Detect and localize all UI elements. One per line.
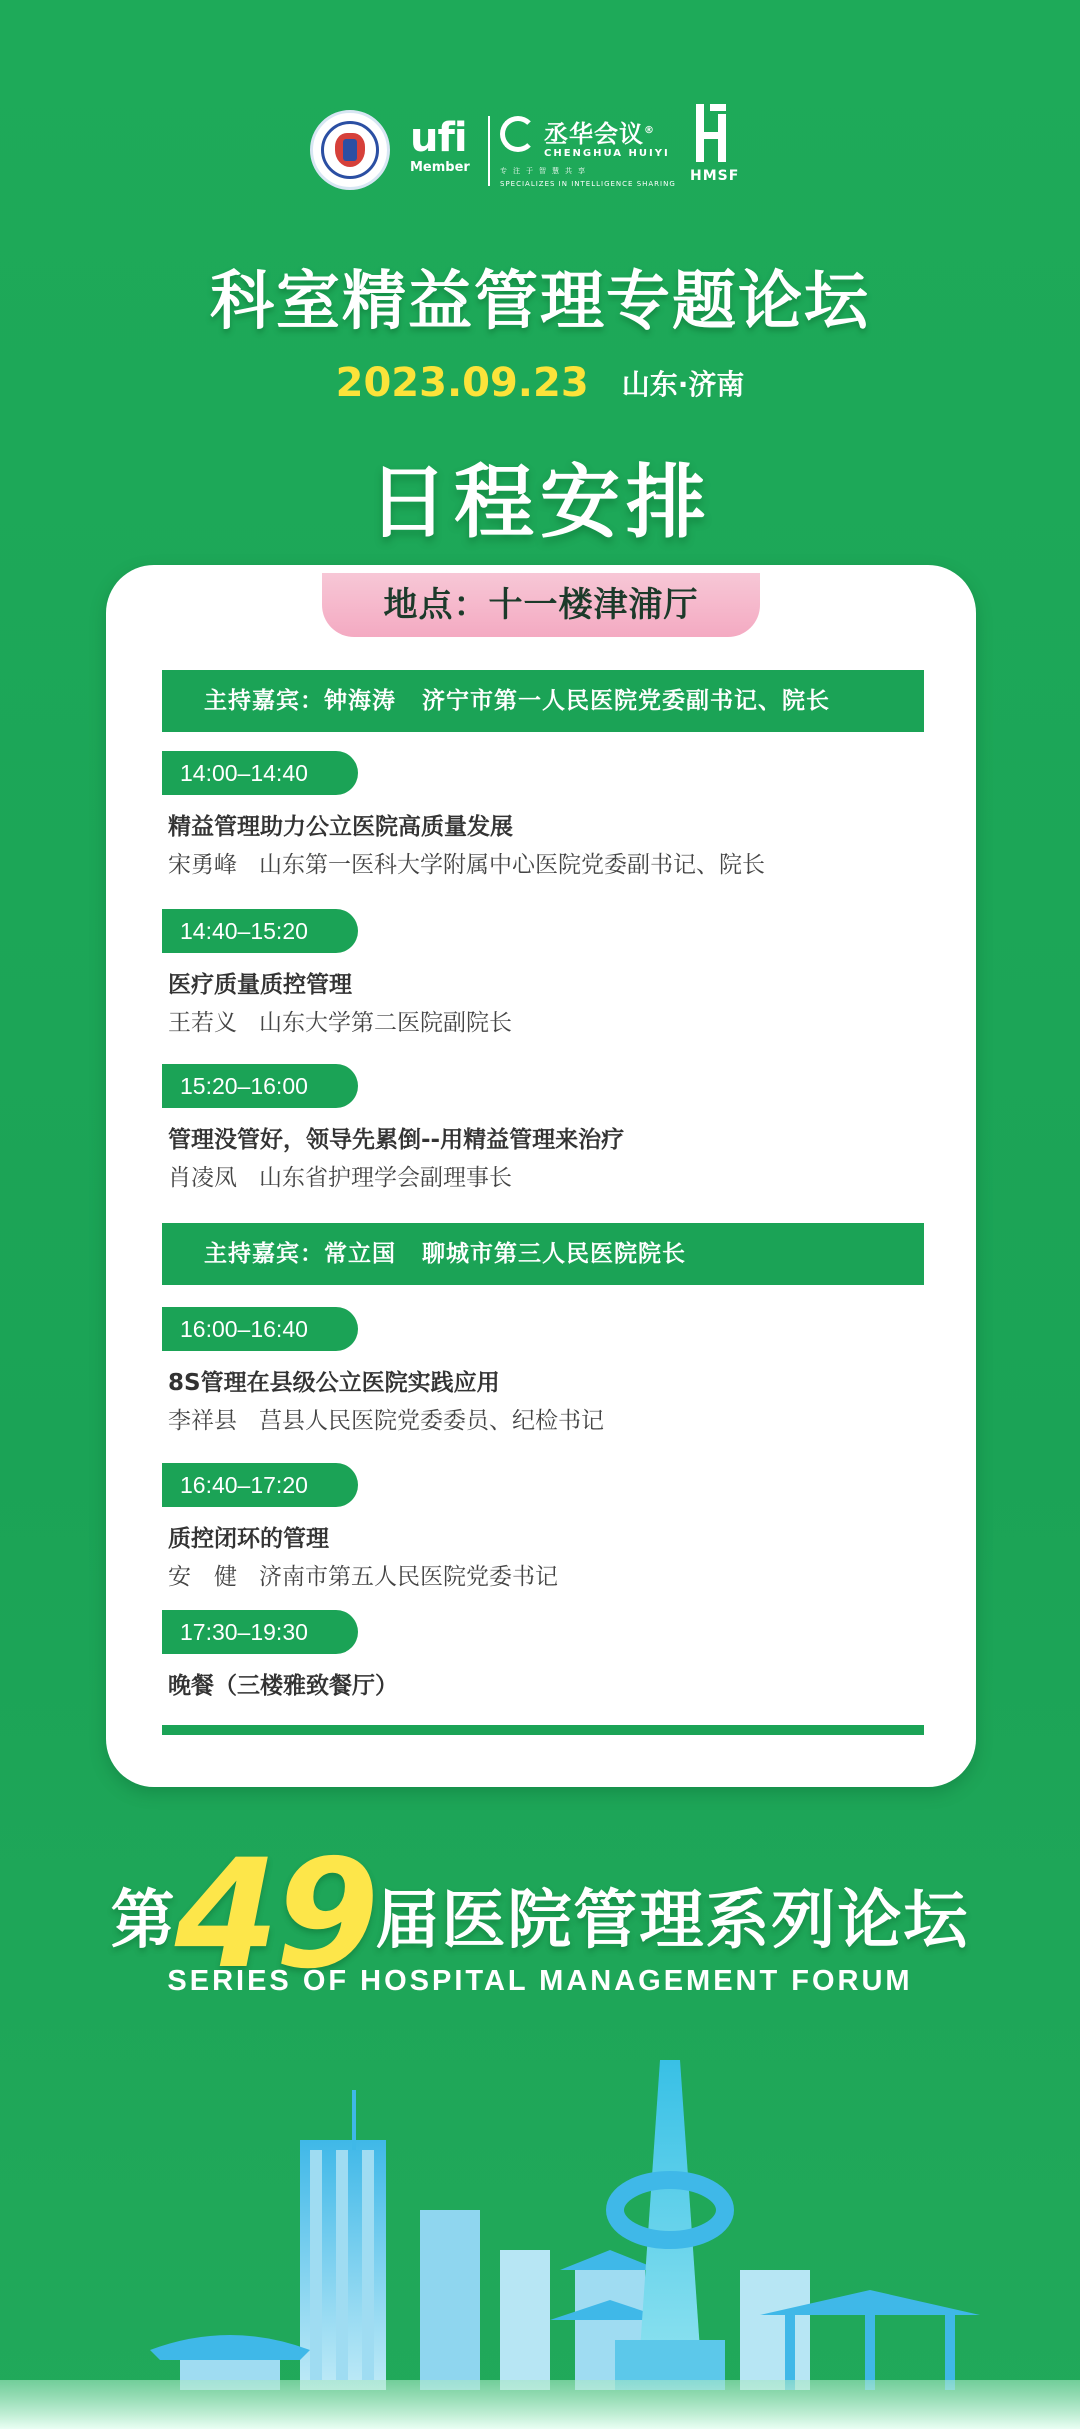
- ufi-member-label: Member: [410, 160, 470, 175]
- logo-divider: [488, 116, 490, 186]
- talk-topic: 质控闭环的管理: [168, 1526, 329, 1552]
- agenda-item: [162, 1610, 924, 1702]
- time-tag: 16:00–16:40: [162, 1307, 358, 1351]
- forum-english-title: SERIES OF HOSPITAL MANAGEMENT FORUM: [167, 1965, 913, 1997]
- speaker-name: 宋勇峰: [168, 852, 237, 878]
- host-org: 聊城市第三人民医院院长: [422, 1241, 686, 1267]
- host-bar-2: [162, 1223, 924, 1285]
- hmsf-label: HMSF: [690, 168, 740, 184]
- logo-row: [310, 100, 770, 200]
- speaker-line: [168, 1007, 924, 1039]
- chenghua-pinyin: CHENGHUA HUIYI: [544, 148, 670, 159]
- card-bottom-bar: [162, 1725, 924, 1735]
- building-icon: [740, 2270, 810, 2390]
- speaker-line: [168, 1561, 924, 1593]
- speaker-line: [168, 1405, 924, 1437]
- chenghua-tagline-en: SPECIALIZES IN INTELLIGENCE SHARING: [500, 180, 676, 188]
- speaker-org: 山东省护理学会副理事长: [259, 1165, 512, 1191]
- swirl-icon: [500, 116, 536, 152]
- building-icon: [420, 2210, 480, 2390]
- agenda-item: [162, 1463, 924, 1593]
- ufi-logo: [410, 114, 480, 194]
- speaker-line: [168, 1162, 924, 1194]
- talk-topic: 8S管理在县级公立医院实践应用: [168, 1370, 500, 1396]
- speaker-name: 肖凌凤: [168, 1165, 237, 1191]
- forum-number: 49: [174, 1828, 376, 2002]
- chenghua-name: 丞华会议: [544, 120, 644, 148]
- venue-banner: 地点：十一楼津浦厅: [322, 573, 760, 637]
- host-label: 主持嘉宾：常立国: [204, 1241, 396, 1267]
- date-location-line: [0, 360, 1080, 406]
- speaker-line: [168, 849, 924, 881]
- schedule-heading: 日程安排: [368, 456, 712, 549]
- time-tag: 16:40–17:20: [162, 1463, 358, 1507]
- ground-band: [0, 2380, 1080, 2429]
- agenda-item: [162, 1064, 924, 1194]
- host-bar-1: [162, 670, 924, 732]
- speaker-org: 山东大学第二医院副院长: [259, 1010, 512, 1036]
- speaker-org: 济南市第五人民医院党委书记: [259, 1564, 558, 1590]
- schedule-card: [106, 565, 976, 1787]
- chenghua-logo: 丞华会议® CHENGHUA HUIYI 专注于智慧共享 SPECIALIZES IN INTELLIGENCE SHARING: [500, 114, 690, 194]
- forum-suffix: 届医院管理系列论坛: [375, 1884, 970, 1958]
- building-icon: [500, 2250, 550, 2390]
- speaker-name: 李祥县: [168, 1408, 237, 1434]
- forum-prefix: 第: [110, 1884, 175, 1958]
- speaker-org: 莒县人民医院党委委员、纪检书记: [259, 1408, 604, 1434]
- talk-topic: 医疗质量质控管理: [168, 972, 352, 998]
- host-label: 主持嘉宾：钟海涛: [204, 688, 396, 714]
- time-tag: 14:40–15:20: [162, 909, 358, 953]
- ufi-mark: ufi: [410, 115, 467, 161]
- talk-topic: 精益管理助力公立医院高质量发展: [168, 814, 513, 840]
- agenda-item: [162, 751, 924, 881]
- forum-title: 科室精益管理专题论坛: [210, 265, 870, 339]
- speaker-name: 王若义: [168, 1010, 237, 1036]
- time-tag: 15:20–16:00: [162, 1064, 358, 1108]
- talk-topic: 管理没管好，领导先累倒--用精益管理来治疗: [168, 1127, 625, 1153]
- speaker-name: 安 健: [168, 1564, 237, 1590]
- speaker-org: 山东第一医科大学附属中心医院党委副书记、院长: [259, 852, 765, 878]
- hospital-seal-logo: [310, 110, 390, 190]
- talk-topic: 晚餐（三楼雅致餐厅）: [168, 1673, 398, 1699]
- skyscraper-icon: [300, 2090, 386, 2390]
- hmsf-logo: [690, 104, 750, 194]
- event-date: 2023.09.23: [335, 360, 589, 406]
- city-skyline-illustration: [0, 2020, 1080, 2429]
- time-tag: 14:00–14:40: [162, 751, 358, 795]
- agenda-item: [162, 1307, 924, 1437]
- time-tag: 17:30–19:30: [162, 1610, 358, 1654]
- tower-icon: [615, 2060, 725, 2390]
- event-place: 山东·济南: [621, 368, 745, 401]
- agenda-item: [162, 909, 924, 1039]
- chenghua-tagline-cn: 专注于智慧共享: [500, 167, 591, 175]
- host-org: 济宁市第一人民医院党委副书记、院长: [422, 688, 830, 714]
